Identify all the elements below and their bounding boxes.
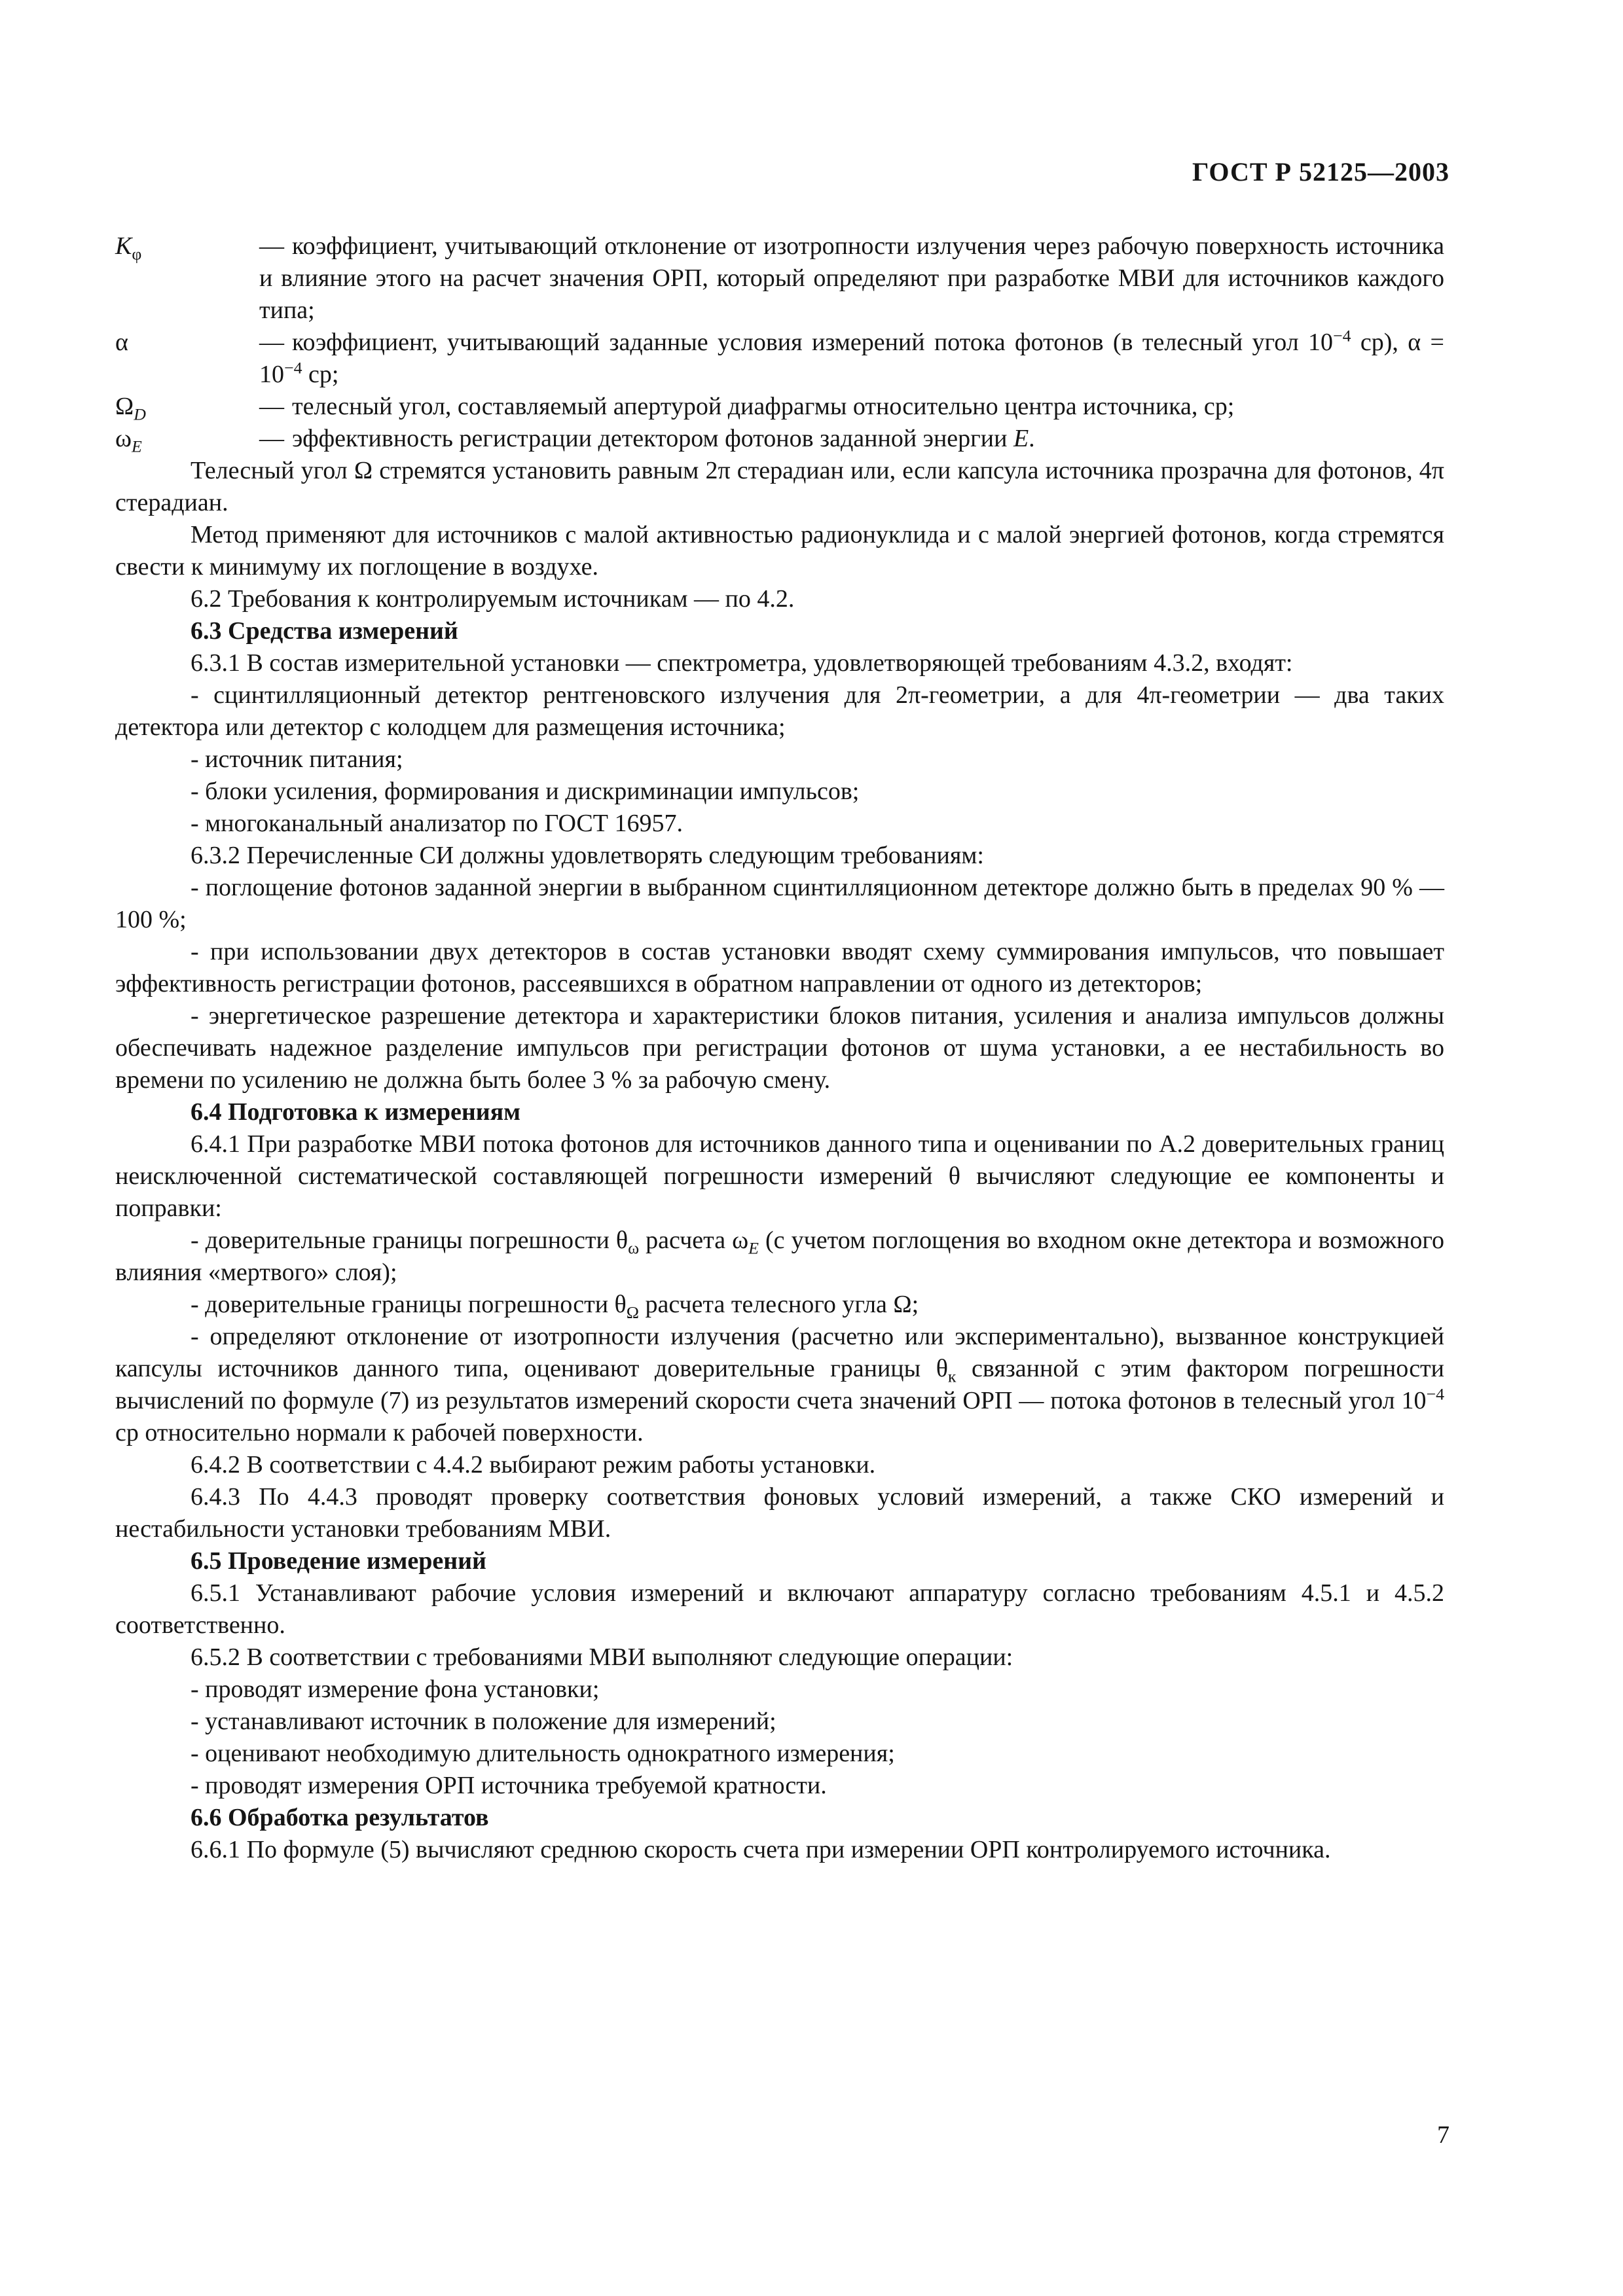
- section-heading-6-4: 6.4 Подготовка к измерениям: [191, 1098, 521, 1126]
- definition-omega-d: [115, 391, 1444, 423]
- list-item: - источник питания;: [191, 745, 403, 773]
- list-item: - проводят измерение фона установки;: [191, 1676, 600, 1703]
- paragraph-6-5-2: 6.5.2 В соответствии с требованиями МВИ выполняют следующие операции:: [191, 1643, 1013, 1671]
- section-heading-6-6: 6.6 Обработка результатов: [191, 1804, 489, 1831]
- list-item: - оценивают необходимую длительность однократного измерения;: [191, 1740, 895, 1767]
- paragraph-6-5-1: 6.5.1 Устанавливают рабочие условия измерений и включают аппаратуру согласно требованиям 4.5.1 и 4.5.2 соответственно.: [115, 1579, 1444, 1639]
- list-item: - доверительные границы погрешности $\theta_\Omega$ расчета телесного угла Ω;: [191, 1291, 919, 1322]
- paragraph-6-4-1: 6.4.1 При разработке МВИ потока фотонов для источников данного типа и оценивании по А.2 доверительных границ неисключенной систематической составляющей погрешности измерений θ вычисляют следующие ее компоненты и поправки:: [115, 1130, 1444, 1222]
- paragraph-6-6-1: 6.6.1 По формуле (5) вычисляют среднюю скорость счета при измерении ОРП контролируемого источника.: [191, 1836, 1331, 1863]
- definition-omega-e: [115, 423, 1444, 455]
- definition-text: — коэффициент, учитывающий заданные условия измерений потока фотонов (в телесный угол $10^{-4}$ ср), $\alpha = 10^{-4}$ ср;: [259, 326, 1444, 388]
- definition-text: — коэффициент, учитывающий отклонение от изотропности излучения через рабочую поверхность источника и влияние этого на расчет значения ОРП, который определяют при разработке МВИ для источников каждого типа;: [259, 232, 1444, 324]
- definition-k-phi: [115, 230, 1444, 327]
- list-item: - определяют отклонение от изотропности излучения (расчетно или экспериментально), вызванное конструкцией капсулы источников данного типа, оценивают доверительные границы $\theta_к$ связанной с этим фактором погрешности вычислений по формуле (7) из результатов измерений скорости счета значений ОРП — потока фотонов в телесный угол $10^{-4}$ ср относительно нормали к рабочей поверхности.: [115, 1323, 1445, 1446]
- list-item: - проводят измерения ОРП источника требуемой кратности.: [191, 1772, 827, 1799]
- symbol-alpha: α: [115, 329, 128, 356]
- symbol-k-phi: $K_\varphi$: [115, 232, 142, 264]
- section-heading-6-5: 6.5 Проведение измерений: [191, 1547, 486, 1575]
- page-content: [115, 230, 1444, 1866]
- paragraph-6-3-2: 6.3.2 Перечисленные СИ должны удовлетворять следующим требованиям:: [191, 842, 984, 869]
- paragraph-method-scope: Метод применяют для источников с малой активностью радионуклида и с малой энергией фотонов, когда стремятся свести к минимуму их поглощение в воздухе.: [115, 521, 1444, 581]
- list-item: - энергетическое разрешение детектора и характеристики блоков питания, усиления и анализа импульсов должны обеспечивать надежное разделение импульсов при регистрации фотонов от шума установки, а ее нестабильность во времени по усилению не должна быть более 3 % за рабочую смену.: [115, 1002, 1444, 1094]
- paragraph-6-2: 6.2 Требования к контролируемым источникам — по 4.2.: [191, 585, 795, 613]
- page-number: 7: [1437, 2121, 1450, 2149]
- symbol-omega-e: $\omega_E$: [115, 425, 142, 456]
- list-item: - поглощение фотонов заданной энергии в выбранном сцинтилляционном детекторе должно быть в пределах 90 % — 100 %;: [115, 874, 1444, 933]
- paragraph-6-4-2: 6.4.2 В соответствии с 4.4.2 выбирают режим работы установки.: [191, 1451, 876, 1479]
- definition-text: — телесный угол, составляемый апертурой диафрагмы относительно центра источника, ср;: [259, 393, 1235, 420]
- list-item: - блоки усиления, формирования и дискриминации импульсов;: [191, 778, 860, 805]
- list-item: - многоканальный анализатор по ГОСТ 16957.: [191, 810, 683, 837]
- symbol-omega-d: $\Omega_D$: [115, 393, 146, 424]
- list-item: - доверительные границы погрешности $\theta_\omega$ расчета $\omega_E$ (с учетом поглощения во входном окне детектора и возможного влияния «мертвого» слоя);: [115, 1227, 1444, 1286]
- paragraph-6-4-3: 6.4.3 По 4.4.3 проводят проверку соответствия фоновых условий измерений, а также СКО измерений и нестабильности установки требованиям МВИ.: [115, 1483, 1444, 1543]
- list-item: - при использовании двух детекторов в состав установки вводят схему суммирования импульсов, что повышает эффективность регистрации фотонов, рассеявшихся в обратном направлении от одного из детекторов;: [115, 938, 1444, 997]
- paragraph-6-3-1: 6.3.1 В состав измерительной установки — спектрометра, удовлетворяющей требованиям 4.3.2, входят:: [191, 649, 1293, 677]
- list-item: - сцинтилляционный детектор рентгеновского излучения для 2π-геометрии, а для 4π-геометрии — два таких детектора или детектор с колодцем для размещения источника;: [115, 681, 1444, 741]
- list-item: - устанавливают источник в положение для измерений;: [191, 1708, 776, 1735]
- document-code-header: ГОСТ Р 52125—2003: [1192, 157, 1450, 187]
- definition-alpha: [115, 327, 1444, 391]
- definition-text: — эффективность регистрации детектором фотонов заданной энергии E.: [259, 425, 1035, 452]
- paragraph-solid-angle: Телесный угол Ω стремятся установить равным 2π стерадиан или, если капсула источника прозрачна для фотонов, 4π стерадиан.: [115, 457, 1444, 516]
- section-heading-6-3: 6.3 Средства измерений: [191, 617, 458, 645]
